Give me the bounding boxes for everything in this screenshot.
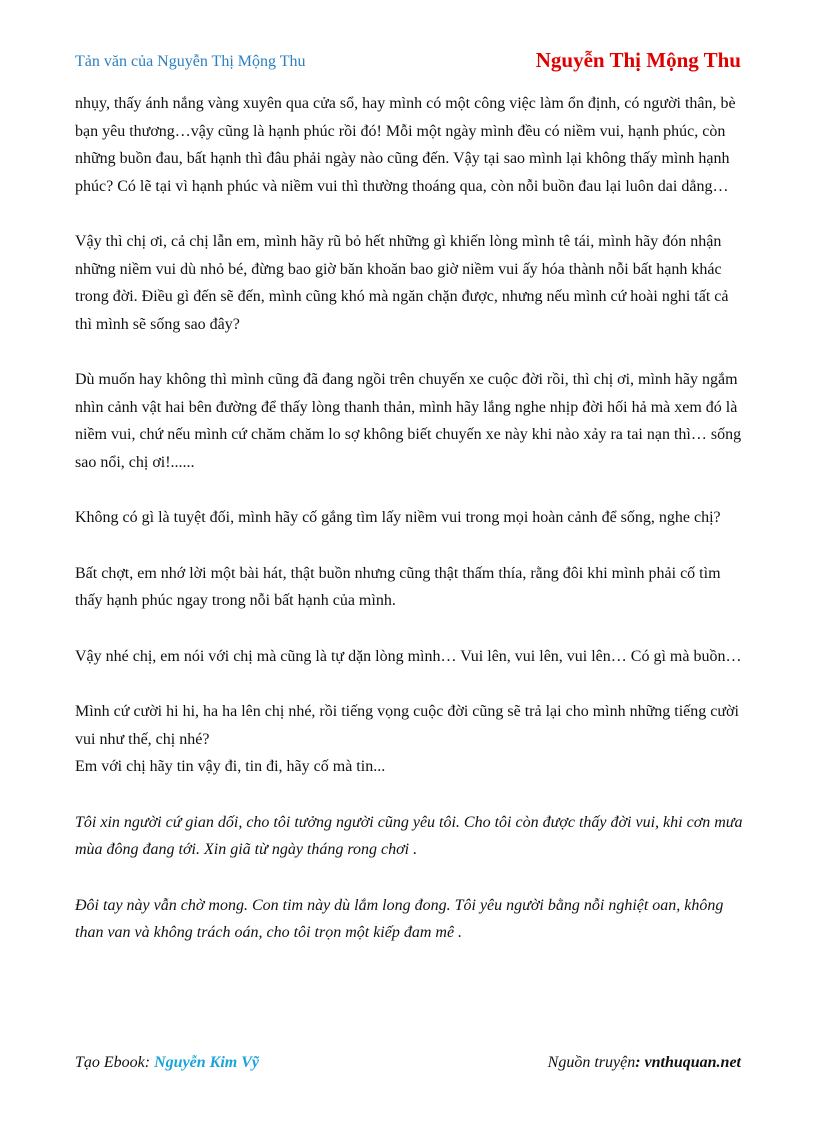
paragraph: Mình cứ cười hi hi, ha ha lên chị nhé, rồi tiếng vọng cuộc đời cũng sẽ trả lại cho mình những tiếng cười vui như thế, chị nhé? xyxy=(75,703,739,748)
footer-separator: : xyxy=(144,1054,155,1071)
paragraph: Không có gì là tuyệt đối, mình hãy cố gắng tìm lấy niềm vui trong mọi hoàn cảnh để sống, nghe chị? xyxy=(75,509,721,526)
paragraph: Vậy thì chị ơi, cả chị lẫn em, mình hãy rũ bỏ hết những gì khiến lòng mình tê tái, mình hãy đón nhận những niềm vui dù nhỏ bé, đừng bao giờ băn khoăn bao giờ niềm vui ấy hóa thành nỗi bất hạnh khác trong đời. Điều gì đến sẽ đến, mình cũng khó mà ngăn chặn được, nhưng nếu mình cứ hoài nghi tất cả thì mình sẽ sống sao đây? xyxy=(75,233,729,333)
paragraph: nhụy, thấy ánh nắng vàng xuyên qua cửa sổ, hay mình có một công việc làm ổn định, có người thân, bè bạn yêu thương…vậy cũng là hạnh phúc rồi đó! Mỗi một ngày mình đều có niềm vui, hạnh phúc, còn những buồn đau, bất hạnh thì đâu phải ngày nào cũng đến. Vậy tại sao mình lại không thấy mình hạnh phúc? Có lẽ tại vì hạnh phúc và niềm vui thì thường thoáng qua, còn nỗi buồn đau lại luôn dai dẳng… xyxy=(75,95,736,195)
footer-ebook-author: Nguyễn Kim Vỹ xyxy=(154,1054,259,1071)
footer-source-label: Nguồn truyện xyxy=(547,1054,636,1071)
footer-ebook-label: Tạo Ebook xyxy=(75,1054,145,1071)
header-author-name: Nguyễn Thị Mộng Thu xyxy=(535,48,741,72)
header-book-title: Tản văn của Nguyễn Thị Mộng Thu xyxy=(75,53,306,70)
footer-source-credit xyxy=(548,1054,741,1072)
footer-source-site: vnthuquan.net xyxy=(644,1054,741,1071)
lyric-paragraph: Đôi tay này vẫn chờ mong. Con tim này dù lắm long đong. Tôi yêu người bằng nỗi nghiệt oan, không than van và không trách oán, cho tôi trọn một kiếp đam mê . xyxy=(75,896,724,941)
page-header xyxy=(75,48,741,78)
lyric-paragraph: Tôi xin người cứ gian dối, cho tôi tưởng người cũng yêu tôi. Cho tôi còn được thấy đời vui, khi cơn mưa mùa đông đang tới. Xin giã từ ngày tháng rong chơi . xyxy=(75,813,743,858)
paragraph: Vậy nhé chị, em nói với chị mà cũng là tự dặn lòng mình… Vui lên, vui lên, vui lên… Có gì mà buồn… xyxy=(75,647,742,665)
paragraph: Dù muốn hay không thì mình cũng đã đang ngồi trên chuyến xe cuộc đời rồi, thì chị ơi, mình hãy ngắm nhìn cảnh vật hai bên đường để thấy lòng thanh thản, mình hãy lắng nghe nhịp đời hối hả mà xem đó là niềm vui, chứ nếu mình cứ chăm chăm lo sợ không biết chuyến xe này khi nào xảy ra tai nạn thì… sống sao nổi, chị ơi!...... xyxy=(75,371,742,471)
paragraph: Bất chợt, em nhớ lời một bài hát, thật buồn nhưng cũng thật thấm thía, rằng đôi khi mình phải cố tìm thấy hạnh phúc ngay trong nỗi bất hạnh của mình. xyxy=(75,564,721,609)
paragraph: Em với chị hãy tin vậy đi, tin đi, hãy cố mà tin... xyxy=(75,758,386,775)
footer-separator: : xyxy=(635,1054,645,1071)
footer-ebook-credit xyxy=(75,1054,259,1072)
document-body xyxy=(75,90,743,975)
page-footer xyxy=(75,1054,741,1078)
